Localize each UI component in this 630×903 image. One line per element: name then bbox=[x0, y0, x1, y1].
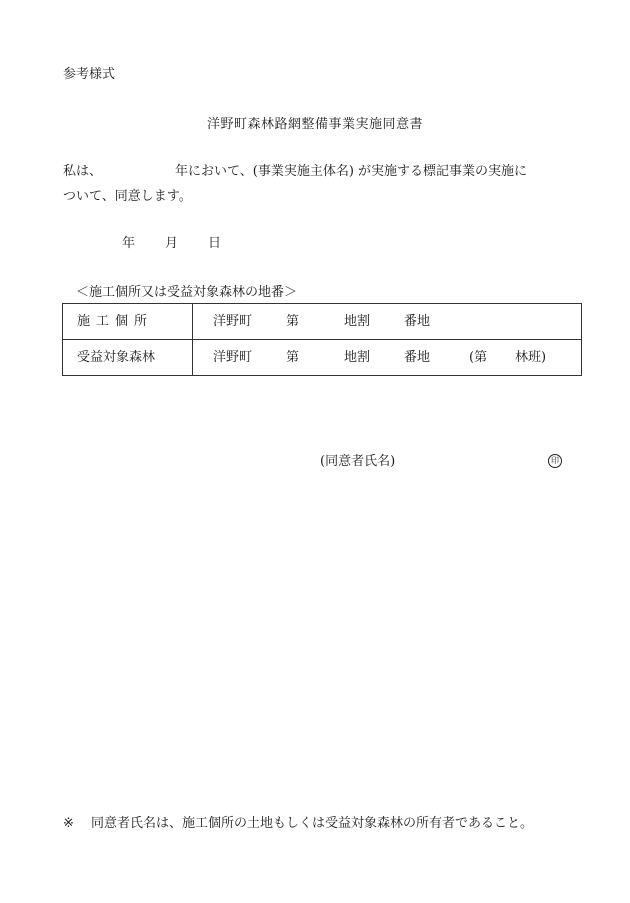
note-mark: ※ bbox=[63, 816, 74, 831]
dai-label: 第 bbox=[286, 314, 300, 329]
row-label-construction-site: 施工個所 bbox=[63, 304, 193, 340]
row-values bbox=[193, 340, 582, 376]
footnote bbox=[63, 817, 533, 830]
town-name: 洋野町 bbox=[213, 314, 253, 329]
consent-text-line2: ついて、同意します。 bbox=[63, 189, 192, 204]
row-label-beneficiary-forest: 受益対象森林 bbox=[63, 340, 193, 376]
form-label: 参考様式 bbox=[63, 67, 116, 82]
consent-text-line1 bbox=[63, 165, 527, 178]
rinpan-label: 林班) bbox=[515, 350, 547, 365]
chiwari-label: 地割 bbox=[344, 350, 371, 365]
rinpan-open-label: (第 bbox=[469, 350, 488, 365]
row-values bbox=[193, 304, 582, 340]
banchi-label: 番地 bbox=[404, 314, 431, 329]
section-heading: ＜施工個所又は受益対象森林の地番＞ bbox=[76, 285, 298, 300]
date-day: 日 bbox=[208, 236, 222, 251]
table-row bbox=[63, 340, 582, 376]
chiwari-label: 地割 bbox=[344, 314, 371, 329]
parcel-table bbox=[62, 303, 582, 376]
date-line bbox=[122, 237, 221, 250]
date-month: 月 bbox=[165, 236, 179, 251]
dai-label: 第 bbox=[286, 350, 300, 365]
date-year: 年 bbox=[122, 236, 136, 251]
document-title: 洋野町森林路網整備事業実施同意書 bbox=[206, 117, 423, 132]
consent-line1-rest: 年において、(事業実施主体名) が実施する標記事業の実施に bbox=[175, 164, 528, 179]
banchi-label: 番地 bbox=[404, 350, 431, 365]
footnote-text: 同意者氏名は、施工個所の土地もしくは受益対象森林の所有者であること。 bbox=[91, 816, 534, 831]
table-row bbox=[63, 304, 582, 340]
seal-icon: 印 bbox=[548, 454, 562, 468]
signer-name-label: (同意者氏名) bbox=[320, 454, 396, 469]
consent-intro: 私は、 bbox=[63, 164, 103, 179]
town-name: 洋野町 bbox=[213, 350, 253, 365]
